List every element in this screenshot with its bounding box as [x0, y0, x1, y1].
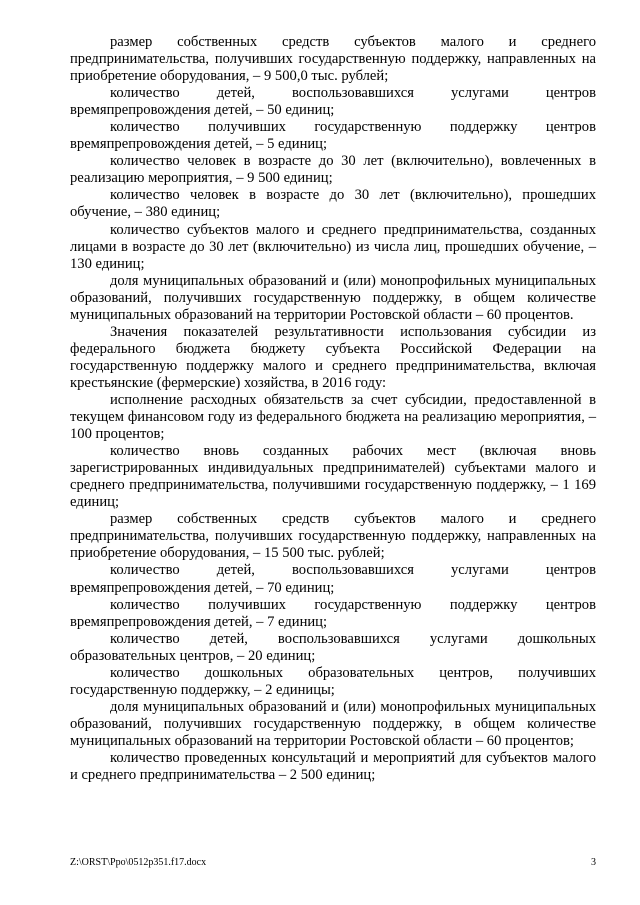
paragraph: количество вновь созданных рабочих мест (включая вновь зарегистрированных индивидуальных предпринимателей) субъектами малого и среднего предпринимательства, получившими государственную поддержку, – 1 169 единиц; — [70, 443, 596, 511]
paragraph: количество детей, воспользовавшихся услугами центров времяпрепровождения детей, – 70 единиц; — [70, 562, 596, 596]
footer-file-path: Z:\ORST\Ppo\0512p351.f17.docx — [70, 857, 207, 868]
paragraph: количество человек в возрасте до 30 лет (включительно), прошедших обучение, – 380 единиц; — [70, 187, 596, 221]
paragraph: Значения показателей результативности использования субсидии из федерального бюджета бюджету субъекта Российской Федерации на государственную поддержку малого и среднего предпринимательства, включая крестьянские (фермерские) хозяйства, в 2016 году: — [70, 323, 596, 391]
paragraph: количество проведенных консультаций и мероприятий для субъектов малого и среднего предпринимательства – 2 500 единиц; — [70, 749, 596, 784]
paragraph: доля муниципальных образований и (или) монопрофильных муниципальных образований, получивших государственную поддержку, в общем количестве муниципальных образований на территории Ростовской области – 60 процентов. — [70, 272, 596, 323]
paragraph: исполнение расходных обязательств за счет субсидии, предоставленной в текущем финансовом году из федерального бюджета на реализацию мероприятия, – 100 процентов; — [70, 391, 596, 443]
paragraph: количество дошкольных образовательных центров, получивших государственную поддержку, – 2 единицы; — [70, 664, 596, 698]
paragraph: доля муниципальных образований и (или) монопрофильных муниципальных образований, получивших государственную поддержку, в общем количестве муниципальных образований на территории Ростовской области – 60 процентов; — [70, 698, 596, 749]
document-body — [70, 34, 596, 784]
paragraph: количество получивших государственную поддержку центров времяпрепровождения детей, – 5 единиц; — [70, 119, 596, 153]
paragraph: количество человек в возрасте до 30 лет (включительно), вовлеченных в реализацию мероприятия, – 9 500 единиц; — [70, 153, 596, 187]
footer-page-number: 3 — [591, 857, 596, 868]
paragraph: количество детей, воспользовавшихся услугами центров времяпрепровождения детей, – 50 единиц; — [70, 85, 596, 119]
paragraph: количество детей, воспользовавшихся услугами дошкольных образовательных центров, – 20 единиц; — [70, 630, 596, 664]
paragraph: размер собственных средств субъектов малого и среднего предпринимательства, получивших государственную поддержку, направленных на приобретение оборудования, – 9 500,0 тыс. рублей; — [70, 34, 596, 85]
paragraph: количество получивших государственную поддержку центров времяпрепровождения детей, – 7 единиц; — [70, 596, 596, 630]
paragraph: размер собственных средств субъектов малого и среднего предпринимательства, получивших государственную поддержку, направленных на приобретение оборудования, – 15 500 тыс. рублей; — [70, 511, 596, 562]
paragraph: количество субъектов малого и среднего предпринимательства, созданных лицами в возрасте до 30 лет (включительно) из числа лиц, прошедших обучение, – 130 единиц; — [70, 221, 596, 272]
